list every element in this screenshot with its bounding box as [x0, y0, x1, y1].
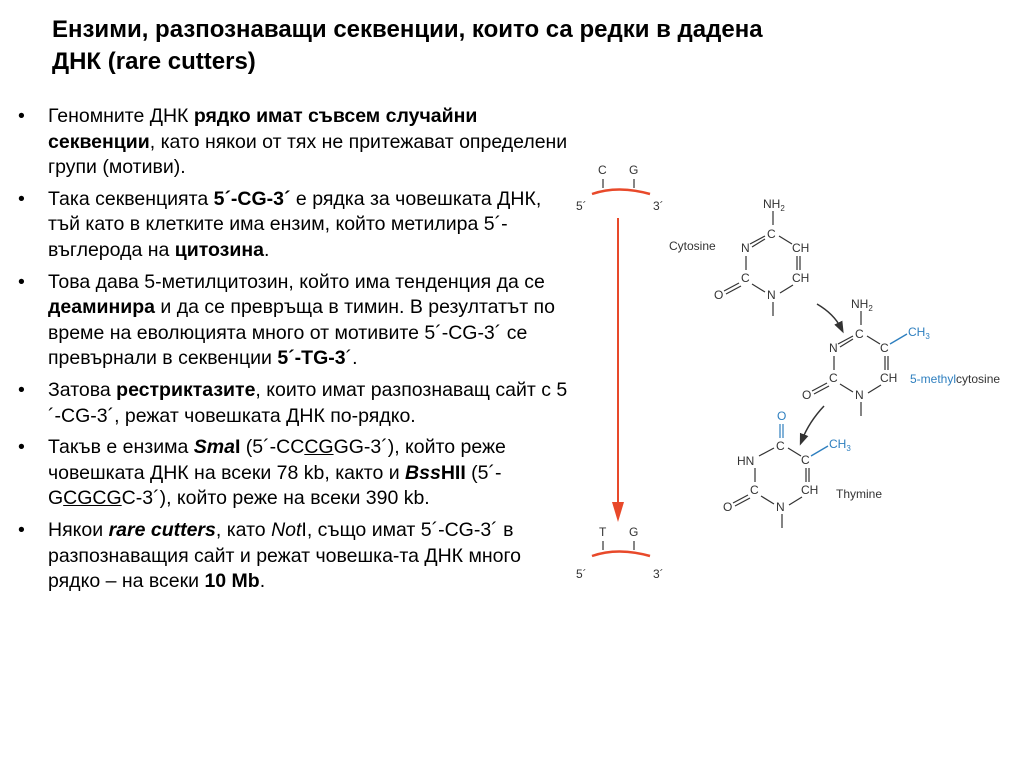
- bullet-text-segment: Затова: [48, 378, 117, 401]
- cytosine-c2: C: [741, 271, 750, 285]
- thymine-ch3: $CH_3$: [829, 437, 851, 453]
- bullet-text-segment: 5´-CG-3´: [213, 187, 291, 210]
- three-prime-bottom: 3´: [653, 567, 664, 581]
- bullet-marker: •: [18, 270, 25, 293]
- bullet-text-segment: I, също имат 5´-CG-3´ в разпознаващия сайт и режат човешка-та ДНК много рядко – на всеки: [48, 518, 521, 593]
- cytosine-n1: N: [767, 288, 776, 302]
- bullet-text-segment: Sma: [193, 436, 235, 459]
- bullet-list: [18, 104, 578, 601]
- mc-n1: N: [855, 388, 864, 402]
- thymine-c4: C: [776, 439, 785, 453]
- thymine-o4: O: [777, 409, 787, 423]
- bullet-text-segment: , които имат разпознаващ сайт с 5´-CG-3´, режат човешката ДНК по-рядко.: [48, 378, 568, 427]
- bullet-text-segment: Така секвенцията: [48, 187, 214, 210]
- thymine-n1: N: [776, 500, 785, 514]
- bullet-text-segment: е рядка за човешката ДНК, тъй като в клетките има ензим, който метилира 5´-въглерода на: [48, 187, 542, 261]
- mc-c2: C: [829, 371, 838, 385]
- mc-c5: C: [880, 341, 889, 355]
- cytosine-structure: [669, 197, 809, 316]
- bullet-text-segment: Not: [271, 518, 302, 541]
- mc-c6: CH: [880, 371, 898, 385]
- bullet-text-segment: рядко имат съвсем случайни секвенции: [48, 105, 478, 153]
- bullet-item: [18, 378, 578, 429]
- three-prime-top: 3´: [653, 199, 664, 213]
- mc-c4: C: [855, 327, 864, 341]
- thymine-structure: [723, 409, 882, 528]
- mc-n3: N: [829, 341, 838, 355]
- bullet-text-segment: (5´-G: [48, 461, 502, 510]
- bullet-text-segment: ´.: [345, 347, 358, 370]
- base-g-bottom: G: [629, 525, 639, 539]
- thymine-c2: C: [750, 483, 759, 497]
- bullet-item: [18, 104, 578, 181]
- dna-top-fragment: [576, 163, 664, 213]
- bullet-marker: •: [18, 518, 25, 541]
- methylation-arrow: [817, 304, 841, 328]
- bullet-marker: •: [18, 436, 25, 459]
- bullet-item: [18, 518, 578, 595]
- thymine-c6: CH: [801, 483, 819, 497]
- bullet-text-segment: цитозина: [174, 238, 264, 261]
- cytosine-n3: N: [741, 241, 750, 255]
- bullet-text-segment: .: [259, 570, 266, 593]
- bullet-text-segment: , като някои от тях не притежават определени групи (мотиви).: [48, 130, 568, 179]
- deamination-arrow: [802, 406, 824, 440]
- bullet-marker: •: [18, 378, 25, 401]
- base-t: T: [599, 525, 607, 539]
- bullet-text-segment: I: [234, 436, 241, 459]
- thymine-c5: C: [801, 453, 810, 467]
- dna-bottom-fragment: [576, 525, 664, 581]
- slide-title: [52, 14, 952, 78]
- bullet-text-segment: CG: [304, 436, 334, 459]
- bullet-text-segment: Bss: [405, 461, 441, 484]
- bullet-item: [18, 435, 578, 512]
- bullet-text-segment: CGCG: [63, 487, 122, 510]
- title-line-1: Ензими, разпознаващи секвенции, които са редки в дадена: [52, 16, 763, 43]
- base-c: C: [598, 163, 607, 177]
- bullet-text-segment: rare cutters: [108, 518, 216, 541]
- bullet-text-segment: Геномните ДНК: [48, 105, 194, 127]
- thymine-o2: O: [723, 500, 733, 514]
- cytosine-o: O: [714, 288, 724, 302]
- bullet-text-segment: , като: [215, 518, 272, 541]
- bullet-marker: •: [18, 105, 25, 127]
- bullet-item: [18, 187, 578, 264]
- five-prime-bottom: 5´: [576, 567, 587, 581]
- cytosine-c6: CH: [792, 271, 810, 285]
- backbone-bottom: [592, 552, 650, 557]
- bullet-text-segment: 5´-TG-3: [277, 347, 346, 370]
- methylcytosine-label: 5-methylcytosine: [910, 372, 1001, 386]
- bullet-text-segment: (5´-CC: [240, 436, 305, 459]
- bullet-text-segment: C-3´), който реже на всеки 390 kb.: [121, 487, 430, 510]
- thymine-label: Thymine: [836, 487, 883, 501]
- bullet-text-segment: Някои: [48, 518, 109, 541]
- five-prime-top: 5´: [576, 199, 587, 213]
- bullet-text-segment: деаминира: [48, 296, 156, 319]
- backbone-top: [592, 190, 650, 195]
- title-line-2: ДНК (rare cutters): [52, 48, 256, 75]
- mc-nh2: $NH_2$: [851, 297, 873, 313]
- cytosine-c5: CH: [792, 241, 810, 255]
- bullet-text-segment: HII: [440, 461, 466, 484]
- cytosine-c4: C: [767, 227, 776, 241]
- bullet-text-segment: .: [263, 238, 270, 261]
- mc-ch3: $CH_3$: [908, 325, 930, 341]
- bullet-text-segment: GG-3´), който реже човешката ДНК на всеки 78 kb, както и: [48, 436, 506, 484]
- cytosine-nh2: $NH_2$: [763, 197, 785, 213]
- thymine-hn: HN: [737, 454, 755, 468]
- bullet-marker: •: [18, 187, 25, 210]
- bullet-text-segment: и да се превръща в тимин. В резултатът по време на еволюцията много от мотивите 5´-CG-3´ се превърнали в секвенции: [48, 296, 555, 370]
- cpg-deamination-figure: [554, 150, 1024, 620]
- bullet-item: [18, 270, 578, 372]
- base-g: G: [629, 163, 639, 177]
- bullet-text-segment: Това дава 5-метилцитозин, който има тенденция да се: [48, 270, 545, 293]
- bullet-text-segment: Такъв е ензима: [48, 436, 194, 459]
- mc-o: O: [802, 388, 812, 402]
- bullet-text-segment: рестриктазите: [116, 378, 256, 401]
- cytosine-label: Cytosine: [669, 239, 716, 253]
- bullet-text-segment: 10 Mb: [204, 570, 260, 593]
